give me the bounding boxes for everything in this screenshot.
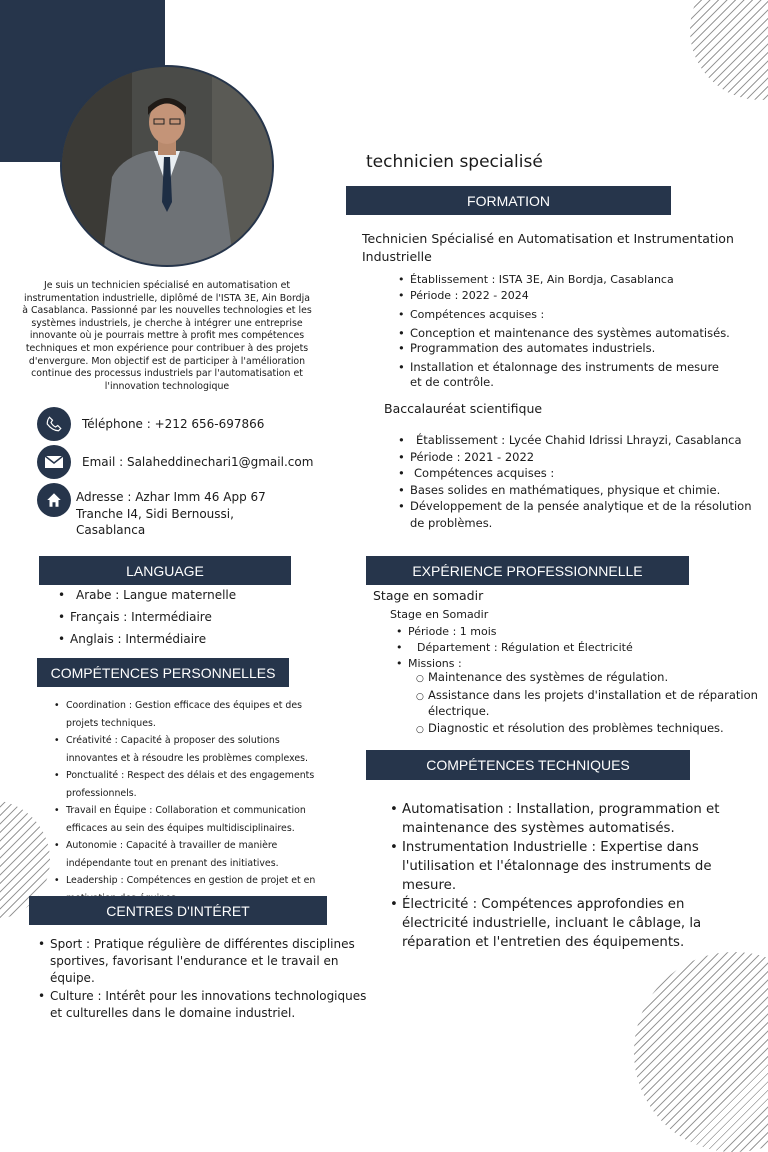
job-title: technicien specialisé xyxy=(366,152,543,172)
list-item: • Bases solides en mathématiques, physique et chimie. xyxy=(410,482,760,499)
technical-skills-header: COMPÉTENCES TECHNIQUES xyxy=(366,750,690,780)
technical-skills-list xyxy=(402,800,737,952)
degree-title: Baccalauréat scientifique xyxy=(384,401,543,416)
list-item: • Département : Régulation et Électricité xyxy=(408,640,748,656)
list-item: • Période : 2021 - 2022 xyxy=(410,449,760,466)
list-item: • Établissement : Lycée Chahid Idrissi Lhrayzi, Casablanca xyxy=(410,432,760,449)
experience-header: EXPÉRIENCE PROFESSIONNELLE xyxy=(366,556,689,585)
list-item: • Travail en Équipe : Collaboration et communication efficaces au sein des équipes multidisciplinaires. xyxy=(66,802,318,837)
list-item: • Compétences acquises : xyxy=(410,465,760,482)
degree-details xyxy=(410,272,730,390)
list-item: • Automatisation : Installation, programmation et maintenance des systèmes automatisés. xyxy=(402,800,737,838)
list-item: • Anglais : Intermédiaire xyxy=(70,632,310,654)
decorative-circle-top-right xyxy=(690,0,768,100)
list-item: • Ponctualité : Respect des délais et des engagements professionnels. xyxy=(66,767,318,802)
list-item: • Programmation des automates industriels. xyxy=(410,341,730,356)
list-item: • Autonomie : Capacité à travailler de manière indépendante tout en prenant des initiatives. xyxy=(66,837,318,872)
personal-skills-header: COMPÉTENCES PERSONNELLES xyxy=(37,658,289,687)
list-item: • Établissement : ISTA 3E, Ain Bordja, Casablanca xyxy=(410,272,730,287)
experience-details xyxy=(408,624,748,672)
list-item: ○ Maintenance des systèmes de régulation. xyxy=(428,669,760,686)
contact-email: Email : Salaheddinechari1@gmail.com xyxy=(82,455,314,469)
list-item: ○ Diagnostic et résolution des problèmes techniques. xyxy=(428,720,760,737)
interests-list xyxy=(50,936,370,1022)
missions-list xyxy=(428,669,760,736)
formation-header: FORMATION xyxy=(346,186,671,215)
list-item: • Installation et étalonnage des instruments de mesure et de contrôle. xyxy=(410,360,730,390)
list-item: • Instrumentation Industrielle : Expertise dans l'utilisation et l'étalonnage des instruments de mesure. xyxy=(402,838,737,895)
degree-title: Technicien Spécialisé en Automatisation et Instrumentation Industrielle xyxy=(362,231,734,264)
contact-address: Adresse : Azhar Imm 46 App 67 Tranche I4, Sidi Bernoussi, Casablanca xyxy=(76,490,266,537)
personal-skills-list xyxy=(66,697,318,907)
list-item: • Compétences acquises : xyxy=(410,307,730,322)
profile-summary: Je suis un technicien spécialisé en automatisation et instrumentation industrielle, diplômé de l'ISTA 3E, Ain Bordja à Casablanca. Passionné par les nouvelles technologies et les systèmes industriels, je cherche à intégrer une entreprise innovante où je pourrais mettre à profit mes compétences techniques et mon expérience pour contribuer à des projets d'envergure. Mon objectif est de participer à l'amélioration continue des processus industriels par l'automatisation et l'innovation technologique xyxy=(22,280,312,392)
list-item: • Culture : Intérêt pour les innovations technologiques et culturelles dans le domaine industriel. xyxy=(50,988,370,1022)
email-icon xyxy=(37,445,71,479)
list-item: • Coordination : Gestion efficace des équipes et des projets techniques. xyxy=(66,697,318,732)
list-item: • Créativité : Capacité à proposer des solutions innovantes et à résoudre les problèmes complexes. xyxy=(66,732,318,767)
list-item: • Arabe : Langue maternelle xyxy=(70,588,310,610)
list-item: • Conception et maintenance des systèmes automatisés. xyxy=(410,326,730,341)
list-item: • Leadership : Compétences en gestion de projet et en xyxy=(66,872,318,907)
degree-details xyxy=(410,432,760,531)
experience-title: Stage en somadir xyxy=(373,588,484,603)
language-list xyxy=(70,588,310,654)
phone-icon xyxy=(37,407,71,441)
interests-header: CENTRES D'INTÉRET xyxy=(29,896,327,925)
profile-photo xyxy=(60,65,274,267)
list-item: • Sport : Pratique régulière de différentes disciplines sportives, favorisant l'endurance et le travail en équipe. xyxy=(50,936,370,987)
decorative-circle-bottom-right xyxy=(634,952,768,1152)
list-item: • Période : 2022 - 2024 xyxy=(410,288,730,303)
language-header: LANGUAGE xyxy=(39,556,291,585)
list-item: • Période : 1 mois xyxy=(408,624,748,640)
contact-phone: Téléphone : +212 656-697866 xyxy=(82,417,265,431)
list-item: • Électricité : Compétences approfondies en électricité industrielle, incluant le câblage, la réparation et l'entretien des équipements. xyxy=(402,895,737,952)
list-item: • Missions : xyxy=(408,656,748,672)
home-icon xyxy=(37,483,71,517)
list-item: • Développement de la pensée analytique et de la résolution de problèmes. xyxy=(410,498,760,531)
experience-subtitle: Stage en Somadir xyxy=(390,608,489,621)
list-item: ○ Assistance dans les projets d'installation et de réparation électrique. xyxy=(428,687,760,720)
list-item: • Français : Intermédiaire xyxy=(70,610,310,632)
